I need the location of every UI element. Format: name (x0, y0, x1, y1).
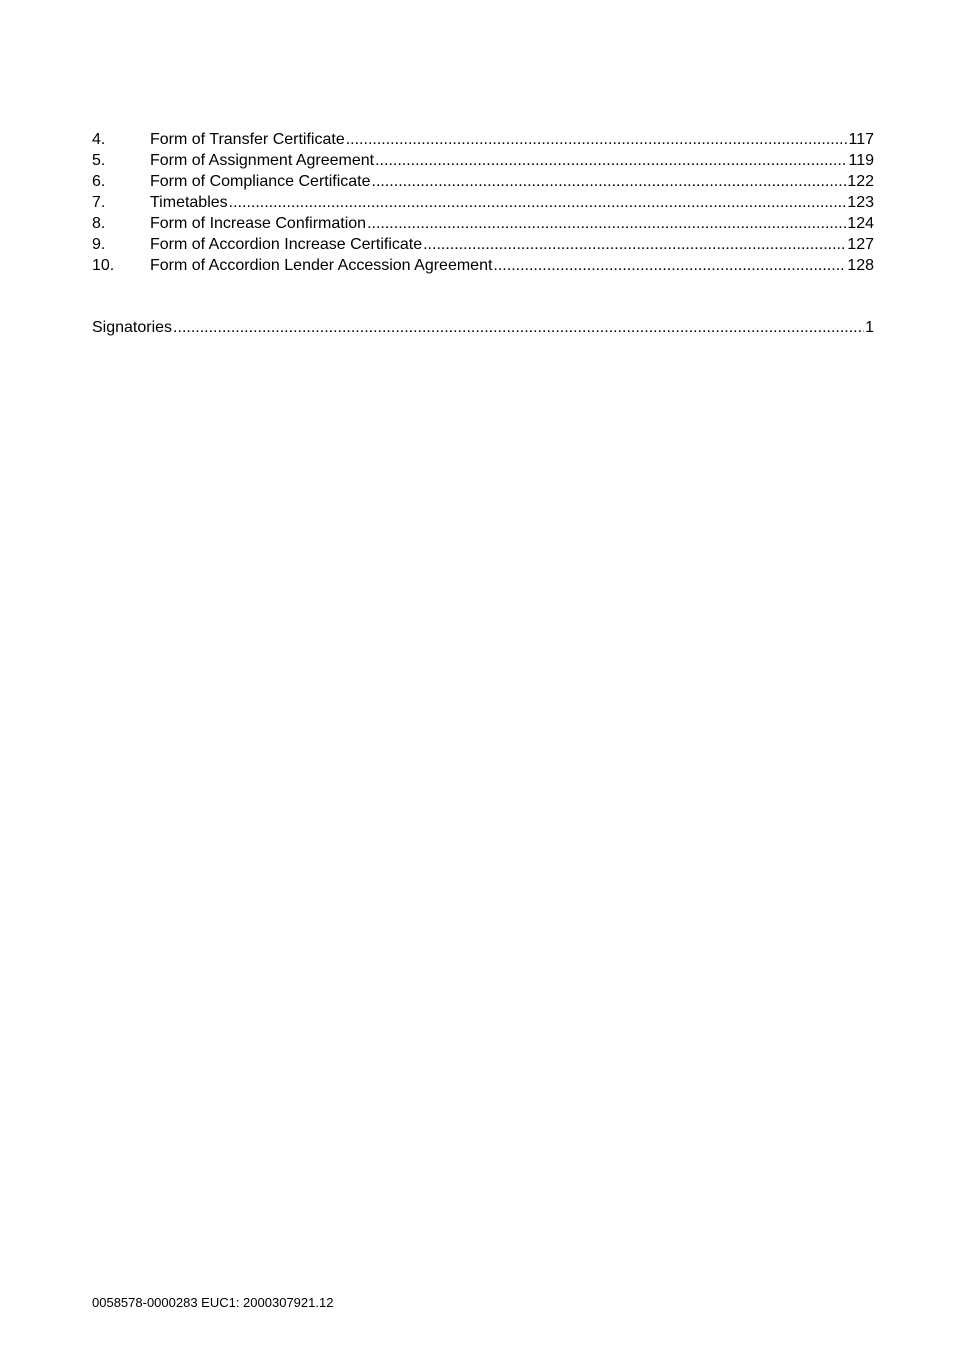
toc-entry-title: Signatories (92, 319, 173, 336)
toc-entry-page: 122 (847, 173, 874, 190)
toc-entry-page: 128 (847, 257, 874, 274)
toc-entry[interactable] (92, 192, 874, 213)
toc-entry-page: 117 (848, 131, 874, 148)
toc-dot-leader (423, 234, 846, 255)
toc-entry-signatories[interactable] (92, 317, 874, 338)
toc-entry-title: Timetables (150, 194, 228, 211)
toc-entry-page: 124 (847, 215, 874, 232)
toc-dot-leader (173, 317, 864, 338)
toc-entry-title: Form of Accordion Increase Certificate (150, 236, 423, 253)
document-reference-footer: 0058578-0000283 EUC1: 2000307921.12 (92, 1295, 334, 1310)
toc-entry-page: 127 (847, 236, 874, 253)
toc-entry[interactable] (92, 234, 874, 255)
toc-dot-leader (372, 171, 847, 192)
toc-entry-number: 7. (92, 194, 106, 211)
toc-signatories-section (92, 317, 874, 338)
toc-entry-number: 6. (92, 173, 106, 190)
toc-entry-number: 4. (92, 131, 106, 148)
toc-entry[interactable] (92, 129, 874, 150)
toc-dot-leader (493, 255, 846, 276)
toc-entry-title: Form of Accordion Lender Accession Agreement (150, 257, 493, 274)
toc-entry-title: Form of Assignment Agreement (150, 152, 375, 169)
toc-entry-number: 10. (92, 257, 115, 274)
toc-dot-leader (375, 150, 847, 171)
toc-entry[interactable] (92, 213, 874, 234)
toc-entry-page: 1 (865, 319, 874, 336)
toc-entry[interactable] (92, 255, 874, 276)
toc-entry[interactable] (92, 150, 874, 171)
toc-entry-number: 9. (92, 236, 106, 253)
toc-dot-leader (229, 192, 847, 213)
toc-entry-number: 8. (92, 215, 106, 232)
toc-entry-page: 119 (848, 152, 874, 169)
toc-entry[interactable] (92, 171, 874, 192)
toc-entry-page: 123 (847, 194, 874, 211)
toc-entry-title: Form of Increase Confirmation (150, 215, 367, 232)
table-of-contents (92, 129, 874, 276)
toc-dot-leader (367, 213, 846, 234)
toc-entry-title: Form of Transfer Certificate (150, 131, 345, 148)
toc-entry-title: Form of Compliance Certificate (150, 173, 371, 190)
toc-dot-leader (346, 129, 848, 150)
toc-entry-number: 5. (92, 152, 106, 169)
